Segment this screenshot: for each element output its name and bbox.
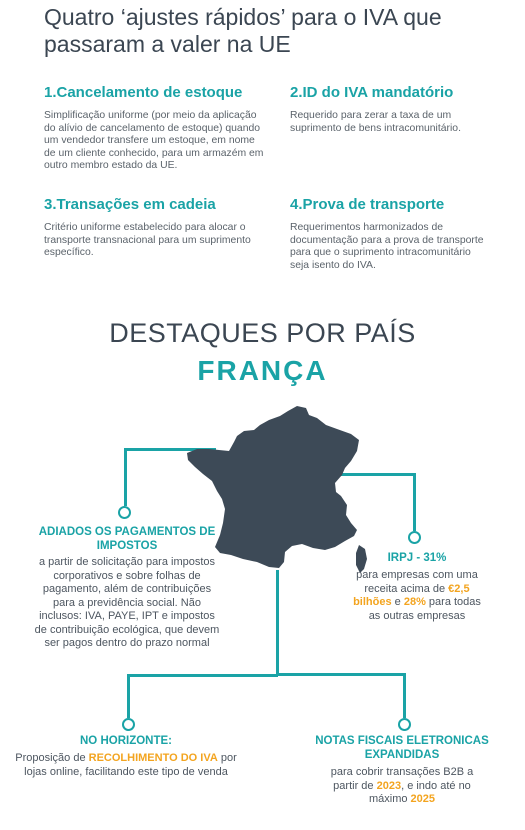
card-stock-cancellation	[44, 84, 264, 173]
highlight-revenue: €2,5 bilhões	[353, 582, 470, 608]
callout-title: IRPJ - 31%	[387, 552, 447, 564]
country-title: FRANÇA	[197, 355, 328, 386]
callout-title: NO HORIZONTE:	[80, 735, 172, 747]
card-text: Critério uniforme estabelecido para alocar o transporte transnacional para um suprimento específico.	[44, 222, 251, 259]
callout-title: ADIADOS OS PAGAMENTOS DE IMPOSTOS	[38, 526, 216, 552]
card-transport-proof	[290, 196, 485, 272]
highlight-year-2025: 2025	[410, 793, 436, 805]
card-chain-transactions	[44, 196, 264, 260]
page-title: Quatro ‘ajustes rápidos’ para o IVA que passaram a valer na UE	[44, 4, 442, 57]
callout-text: a partir de solicitação para impostos corporativos e sobre folhas de pagamento, além de contribuições para a previdência social. Não inclusos: IVA, PAYE, IPT e impostos de contribuição ecológica, que devem ser pagos dentro do prazo normal	[34, 556, 220, 649]
highlight-rate: 28%	[403, 596, 426, 608]
connector-line	[413, 473, 416, 531]
callout-text-part: para empresas com uma receita acima de	[356, 569, 478, 595]
connector-dot	[398, 718, 411, 731]
callout-text-part: e	[391, 596, 404, 608]
connector-dot	[408, 531, 421, 544]
callout-horizon	[6, 734, 246, 779]
callout-deferred-payments	[32, 525, 222, 651]
callout-text	[352, 569, 482, 623]
callout-text	[314, 766, 490, 807]
card-vat-id	[290, 84, 480, 135]
callout-text	[6, 752, 246, 779]
callout-text-part: por lojas online, facilitando este tipo de venda	[24, 752, 237, 778]
connector-line	[127, 674, 278, 677]
connector-line	[127, 674, 130, 718]
card-title: 1.Cancelamento de estoque	[44, 84, 243, 101]
connector-dot	[118, 506, 131, 519]
connector-line	[403, 673, 406, 718]
section-title: DESTAQUES POR PAÍS	[109, 318, 416, 348]
connector-dot	[122, 718, 135, 731]
card-title: 3.Transações em cadeia	[44, 196, 216, 213]
callout-text-part: Proposição de	[15, 752, 89, 764]
card-title: 4.Prova de transporte	[290, 196, 445, 213]
callout-text-part: , e indo até no máximo	[368, 779, 471, 805]
callout-text-part: para cobrir transações B2B a partir de	[330, 766, 474, 792]
callout-text-part: para todas as outras empresas	[368, 596, 481, 622]
card-text: Simplificação uniforme (por meio da aplicação do alívio de cancelamento de estoque) quando um vendedor transfere um estoque, em nome de um cliente conhecido, para um armazém em outro membro estado da UE.	[44, 110, 264, 172]
connector-line	[276, 570, 279, 676]
highlight-year-2023: 2023	[376, 779, 402, 792]
card-title: 2.ID do IVA mandatório	[290, 84, 454, 101]
connector-line	[276, 673, 406, 676]
connector-line	[124, 448, 127, 506]
callout-irpj	[352, 551, 482, 623]
card-text: Requerimentos harmonizados de documentação para a prova de transporte para que o suprimento intracomunitário seja isento do IVA.	[290, 222, 484, 271]
callout-electronic-invoices	[314, 734, 490, 807]
callout-title: NOTAS FISCAIS ELETRONICAS EXPANDIDAS	[315, 735, 489, 761]
card-text: Requerido para zerar a taxa de um suprimento de bens intracomunitário.	[290, 110, 461, 134]
highlight-vat-collection: RECOLHIMENTO DO IVA	[88, 752, 218, 764]
